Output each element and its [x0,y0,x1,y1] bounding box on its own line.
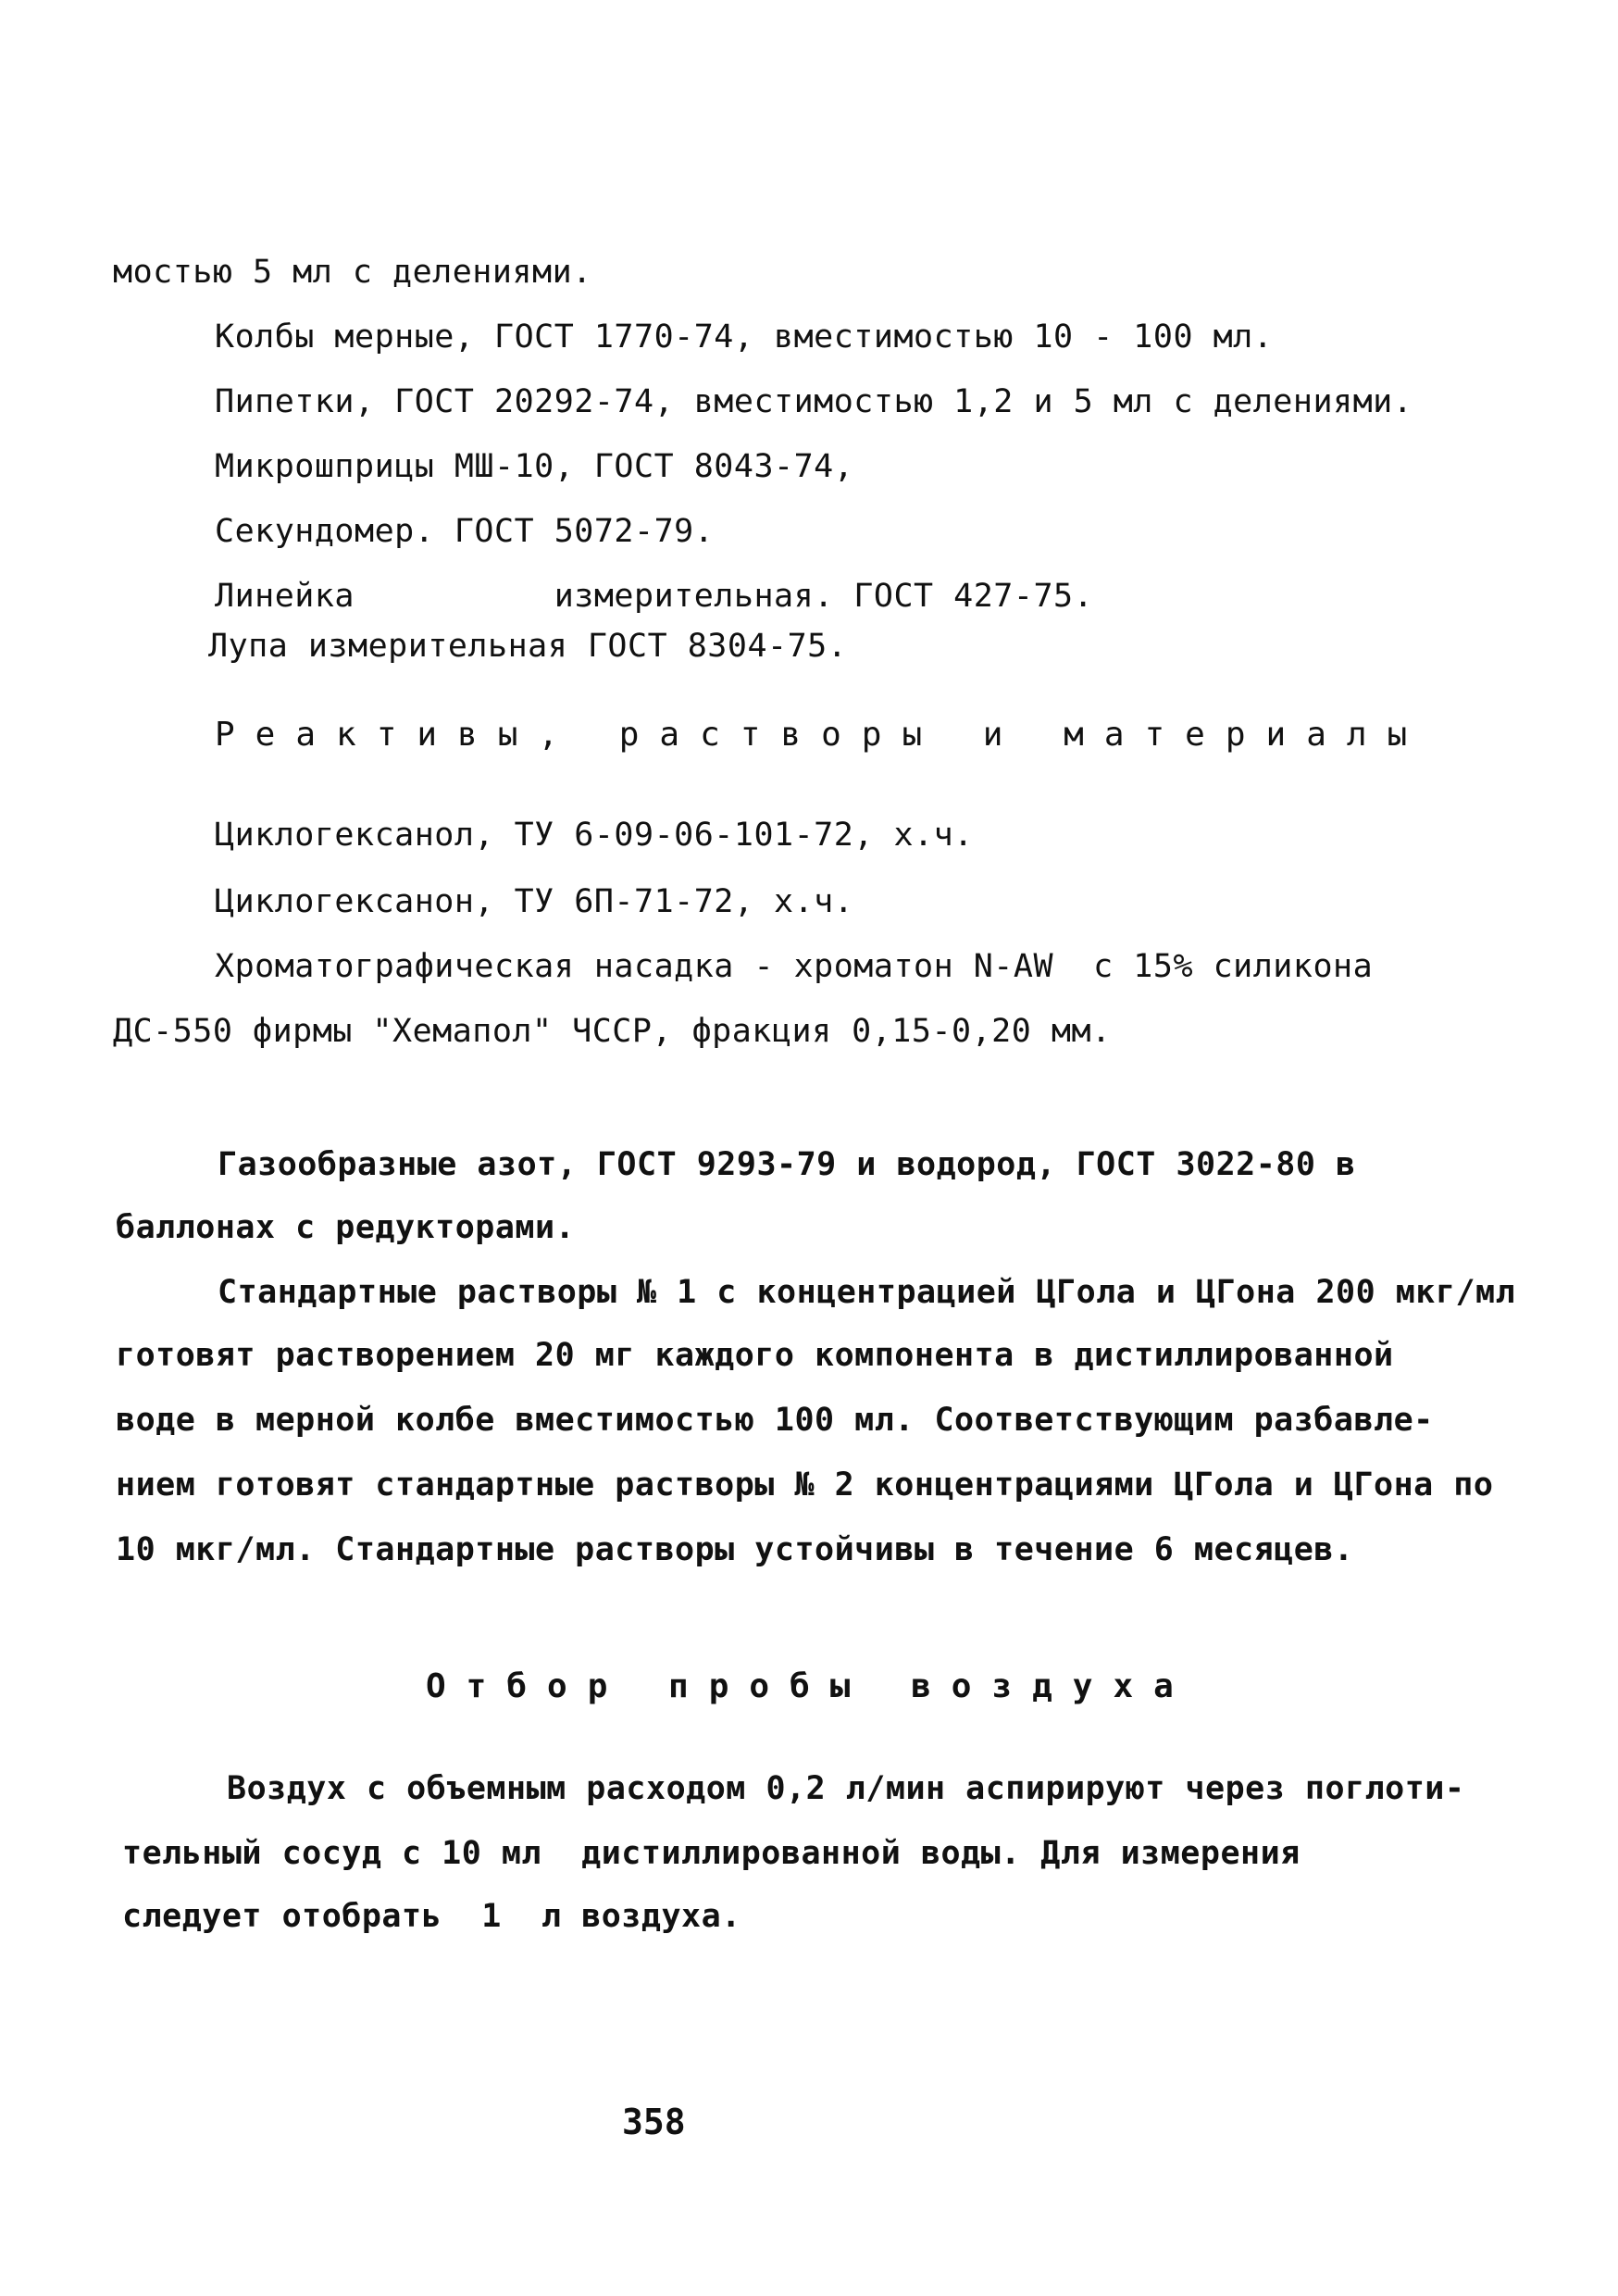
text-line: Пипетки, ГОСТ 20292-74, вместимостью 1,2 и 5 мл с делениями. [215,383,1413,420]
text-line: следует отобрать 1 л воздуха. [122,1898,741,1935]
text-line: баллонах с редукторами. [116,1209,576,1246]
text-line: готовят растворением 20 мг каждого компонента в дистиллированной [116,1337,1394,1374]
text-line: воде в мерной колбе вместимостью 100 мл. Соответствующим разбавле- [116,1402,1434,1439]
text-line: Колбы мерные, ГОСТ 1770-74, вместимостью 10 - 100 мл. [215,318,1274,356]
text-line: Линейка измерительная. ГОСТ 427-75. [215,578,1094,615]
text-line: Воздух с объемным расходом 0,2 л/мин аспирируют через поглоти- [227,1770,1465,1807]
section-heading-reagents: Реактивы, растворы и материалы [215,716,1428,754]
page-number: 358 [622,2102,686,2142]
text-line: Секундомер. ГОСТ 5072-79. [215,513,715,550]
text-line: Хроматографическая насадка - хроматон N-AW с 15% силикона [215,948,1374,985]
text-line: Циклогексанон, ТУ 6П-71-72, х.ч. [215,883,854,920]
text-line: Газообразные азот, ГОСТ 9293-79 и водород, ГОСТ 3022-80 в [218,1146,1356,1183]
text-line: Циклогексанол, ТУ 6-09-06-101-72, х.ч. [215,817,974,854]
text-line: Стандартные растворы № 1 с концентрацией ЦГола и ЦГона 200 мкг/мл [218,1274,1516,1311]
text-line: Микрошприцы МШ-10, ГОСТ 8043-74, [215,448,854,485]
text-line: тельный сосуд с 10 мл дистиллированной воды. Для измерения [122,1835,1301,1872]
text-line: мостью 5 мл с делениями. [113,254,592,291]
text-line: ДС-550 фирмы "Хемапол" ЧССР, фракция 0,15-0,20 мм. [113,1013,1112,1050]
text-line: нием готовят стандартные растворы № 2 концентрациями ЦГола и ЦГона по [116,1466,1494,1504]
section-heading-air-sampling: Отбор пробы воздуха [426,1667,1194,1705]
text-line: 10 мкг/мл. Стандартные растворы устойчивы в течение 6 месяцев. [116,1531,1354,1568]
text-line: Лупа измерительная ГОСТ 8304-75. [208,628,848,665]
